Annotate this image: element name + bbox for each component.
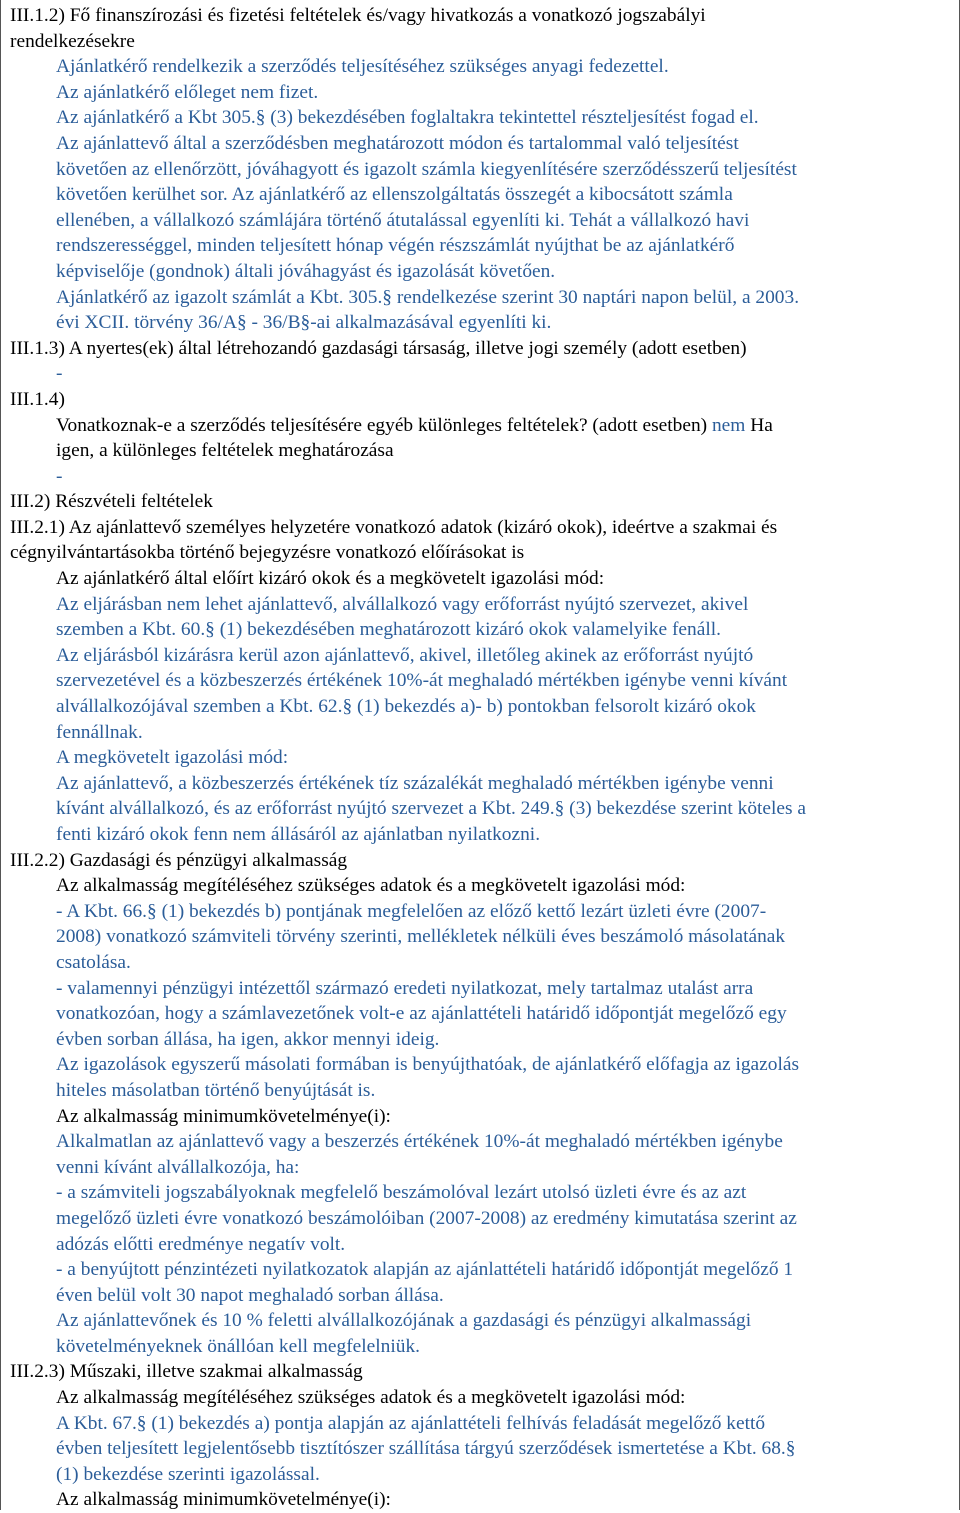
text-line xyxy=(10,1104,959,1130)
text-line xyxy=(10,361,959,387)
text-line xyxy=(10,464,959,490)
response-text: - A Kbt. 66.§ (1) bekezdés b) pontjának megfelelően az előző kettő lezárt üzleti évre (2007- xyxy=(56,900,767,922)
text-line xyxy=(10,1334,959,1360)
form-label-text: rendelkezésekre xyxy=(10,30,135,52)
form-label-text: III.2.3) Műszaki, illetve szakmai alkalmasság xyxy=(10,1361,363,1383)
text-line xyxy=(10,566,959,592)
form-label-text: Az alkalmasság megítéléséhez szükséges adatok és a megkövetelt igazolási mód: xyxy=(56,1387,686,1409)
text-line xyxy=(10,796,959,822)
response-text: - xyxy=(56,363,63,385)
response-text: A Kbt. 67.§ (1) bekezdés a) pontja alapján az ajánlattételi felhívás feladását megelőző kettő xyxy=(56,1412,766,1434)
form-label-text: Az alkalmasság minimumkövetelménye(i): xyxy=(56,1489,391,1511)
text-line xyxy=(10,899,959,925)
response-text: vonatkozóan, hogy a számlavezetőnek volt-e az ajánlattételi határidő időpontját megelőző egy xyxy=(56,1003,787,1025)
text-line xyxy=(10,182,959,208)
text-line xyxy=(10,157,959,183)
text-line xyxy=(10,924,959,950)
text-line xyxy=(10,105,959,131)
response-text: venni kívánt alvállalkozója, ha: xyxy=(56,1156,300,1178)
response-text: - a számviteli jogszabályoknak megfelelő beszámolóval lezárt utolsó üzleti évre és az azt xyxy=(56,1182,747,1204)
form-label-text: III.2) Részvételi feltételek xyxy=(10,491,213,513)
text-line xyxy=(10,950,959,976)
form-label-text: Az alkalmasság megítéléséhez szükséges adatok és a megkövetelt igazolási mód: xyxy=(56,875,686,897)
text-line xyxy=(10,208,959,234)
text-line xyxy=(10,259,959,285)
text-line xyxy=(10,592,959,618)
text-line xyxy=(10,694,959,720)
form-label-text: Az alkalmasság minimumkövetelménye(i): xyxy=(56,1105,391,1127)
text-line xyxy=(10,1462,959,1488)
response-text: hiteles másolatban történő benyújtását is. xyxy=(56,1079,376,1101)
text-line xyxy=(10,233,959,259)
text-line xyxy=(10,848,959,874)
response-text: szervezetével és a közbeszerzés értékének 10%-át meghaladó mértékben igénybe venni kívánt xyxy=(56,670,788,692)
response-text: rendszerességgel, minden teljesített hónap végén részszámlát nyújthat be az ajánlatkérő xyxy=(56,235,735,257)
form-label-text: Az ajánlatkérő által előírt kizáró okok és a megkövetelt igazolási mód: xyxy=(56,568,605,590)
form-label-text: igen, a különleges feltételek meghatározása xyxy=(56,440,394,462)
response-text: követően az ellenőrzött, jóváhagyott és igazolt számla kiegyenlítésére szerződésszerű teljesítést xyxy=(56,158,797,180)
text-line xyxy=(10,873,959,899)
text-line xyxy=(10,1283,959,1309)
text-line xyxy=(10,1436,959,1462)
response-text: Az ajánlattevő, a közbeszerzés értékének tíz százalékát meghaladó mértékben igénybe venni xyxy=(56,772,774,794)
response-text: szemben a Kbt. 60.§ (1) bekezdésében meghatározott kizáró okok valamelyike fenáll. xyxy=(56,619,721,641)
response-text: adózás előtti eredménye negatív volt. xyxy=(56,1233,346,1255)
response-text: fennállnak. xyxy=(56,721,143,743)
response-text: A megkövetelt igazolási mód: xyxy=(56,747,289,769)
form-label-text: Vonatkoznak-e a szerződés teljesítésére egyéb különleges feltételek? (adott esetben) xyxy=(56,414,712,436)
text-line xyxy=(10,413,959,439)
text-line xyxy=(10,1308,959,1334)
form-label-text: III.2.1) Az ajánlattevő személyes helyzetére vonatkozó adatok (kizáró okok), ideértve a szakmai és xyxy=(10,516,778,538)
text-line xyxy=(10,1487,959,1513)
response-text: Az ajánlattevőnek és 10 % feletti alvállalkozójának a gazdasági és pénzügyi alkalmassági xyxy=(56,1310,752,1332)
text-line xyxy=(10,617,959,643)
response-text: Az igazolások egyszerű másolati formában is benyújthatóak, de ajánlatkérő előfagja az igazolás xyxy=(56,1054,800,1076)
text-line xyxy=(10,1411,959,1437)
response-text: Az eljárásban nem lehet ajánlattevő, alvállalkozó vagy erőforrást nyújtó szervezet, akivel xyxy=(56,593,749,615)
text-line xyxy=(10,3,959,29)
form-label-text: Ha xyxy=(745,414,773,436)
response-text: (1) bekezdése szerinti igazolással. xyxy=(56,1463,320,1485)
text-line xyxy=(10,745,959,771)
text-line xyxy=(10,1206,959,1232)
text-line xyxy=(10,310,959,336)
text-line xyxy=(10,976,959,1002)
form-label-text: III.2.2) Gazdasági és pénzügyi alkalmasság xyxy=(10,849,348,871)
text-line xyxy=(10,1027,959,1053)
text-line xyxy=(10,1385,959,1411)
document-body xyxy=(10,3,959,1513)
response-text: - xyxy=(56,465,63,487)
response-text: évi XCII. törvény 36/A§ - 36/B§-ai alkalmazásával egyenlíti ki. xyxy=(56,312,552,334)
response-text: Az ajánlatkérő előleget nem fizet. xyxy=(56,81,319,103)
text-line xyxy=(10,1001,959,1027)
text-line xyxy=(10,1180,959,1206)
response-text: csatolása. xyxy=(56,951,131,973)
response-text: - a benyújtott pénzintézeti nyilatkozatok alapján az ajánlattételi határidő időpontját megelőző 1 xyxy=(56,1259,794,1281)
text-line xyxy=(10,1257,959,1283)
response-text: alvállalkozójával szemben a Kbt. 62.§ (1) bekezdés a)- b) pontokban felsorolt kizáró okok xyxy=(56,696,756,718)
response-text: Ajánlatkérő az igazolt számlát a Kbt. 305.§ rendelkezése szerint 30 naptári napon belül, a 2003. xyxy=(56,286,800,308)
response-text: évben sorban állása, ha igen, akkor mennyi ideig. xyxy=(56,1028,440,1050)
text-line xyxy=(10,720,959,746)
response-text: - valamennyi pénzügyi intézettől származó eredeti nyilatkozat, mely tartalmaz utalást arra xyxy=(56,977,754,999)
response-text: Az ajánlatkérő a Kbt 305.§ (3) bekezdésében foglaltakra tekintettel részteljesítést fogad el. xyxy=(56,107,759,129)
text-line xyxy=(10,54,959,80)
response-text: Ajánlatkérő rendelkezik a szerződés teljesítéséhez szükséges anyagi fedezettel. xyxy=(56,56,669,78)
response-text: követelményeknek önállóan kell megfelelniük. xyxy=(56,1335,420,1357)
response-text: követően kerülhet sor. Az ajánlatkérő az ellenszolgáltatás összegét a kibocsátott számla xyxy=(56,184,733,206)
response-text: fenti kizáró okok fenn nem állásáról az ajánlatban nyilatkozni. xyxy=(56,824,541,845)
text-line xyxy=(10,643,959,669)
text-line xyxy=(10,285,959,311)
text-line xyxy=(10,515,959,541)
text-line xyxy=(10,1078,959,1104)
text-line xyxy=(10,1232,959,1258)
text-line xyxy=(10,1359,959,1385)
form-label-text: III.1.3) A nyertes(ek) által létrehozandó gazdasági társaság, illetve jogi személy (adott esetben) xyxy=(10,337,747,359)
text-line xyxy=(10,131,959,157)
text-line xyxy=(10,1129,959,1155)
text-line xyxy=(10,771,959,797)
response-text: megelőző üzleti évre vonatkozó beszámolóiban (2007-2008) az eredmény kimutatása szerint az xyxy=(56,1207,797,1229)
response-text: évben teljesített legjelentősebb tisztítószer szállítása tárgyú szerződések ismertetése a Kbt. 68.§ xyxy=(56,1438,796,1460)
response-text: Alkalmatlan az ajánlattevő vagy a beszerzés értékének 10%-át meghaladó mértékben igénybe xyxy=(56,1131,783,1153)
response-text: Az ajánlattevő által a szerződésben meghatározott módon és tartalommal való teljesítést xyxy=(56,132,739,154)
response-text: éven belül volt 30 napot meghaladó sorban állása. xyxy=(56,1284,444,1306)
text-line xyxy=(10,822,959,848)
form-label-text: cégnyilvántartásokba történő bejegyzésre vonatkozó előírásokat is xyxy=(10,542,525,564)
response-text: kívánt alvállalkozó, és az erőforrást nyújtó szervezet a Kbt. 249.§ (3) bekezdése szerint köteles a xyxy=(56,798,807,820)
response-text: ellenében, a vállalkozó számlájára történő átutalással egyenlíti ki. Tehát a vállalkozó havi xyxy=(56,209,750,231)
text-line xyxy=(10,540,959,566)
response-text: nem xyxy=(711,414,746,436)
text-line xyxy=(10,668,959,694)
response-text: Az eljárásból kizárásra kerül azon ajánlattevő, akivel, illetőleg akinek az erőforrást nyújtó xyxy=(56,644,754,666)
form-label-text: III.1.4) xyxy=(10,388,65,410)
text-line xyxy=(10,336,959,362)
text-line xyxy=(10,387,959,413)
response-text: képviselője (gondnok) általi jóváhagyást és igazolását követően. xyxy=(56,260,556,282)
text-line xyxy=(10,80,959,106)
response-text: 2008) vonatkozó számviteli törvény szerinti, mellékletek nélküli éves beszámoló másolatának xyxy=(56,926,786,948)
form-label-text: III.1.2) Fő finanszírozási és fizetési feltételek és/vagy hivatkozás a vonatkozó jogszabályi xyxy=(10,5,706,26)
text-line xyxy=(10,489,959,515)
text-line xyxy=(10,1155,959,1181)
text-line xyxy=(10,29,959,55)
text-line xyxy=(10,438,959,464)
text-line xyxy=(10,1052,959,1078)
